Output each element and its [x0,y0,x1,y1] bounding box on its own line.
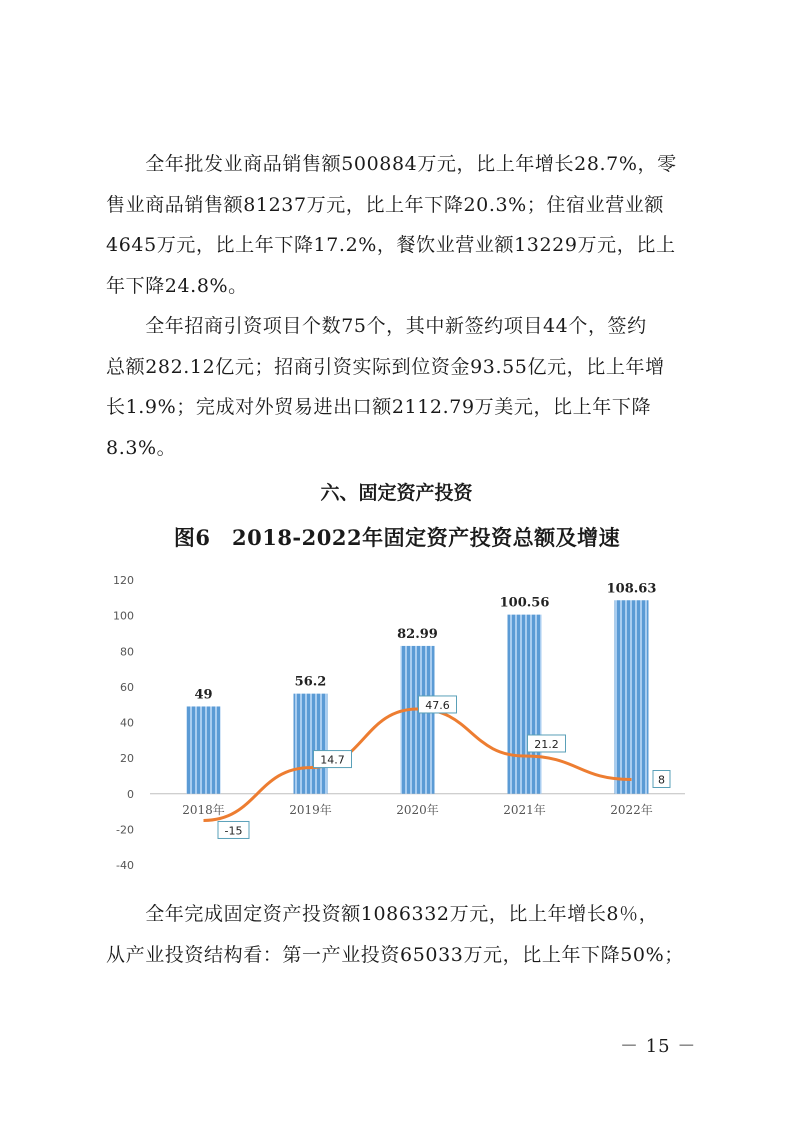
bar [615,600,649,793]
y-tick-label: 120 [113,574,134,587]
bar-value-label: 108.63 [606,581,657,597]
section-title: 六、固定资产投资 [320,482,473,504]
y-tick-label: 80 [120,645,134,659]
text-line: 长1.9%；完成对外贸易进出口额2112.79万美元，比上年下降 [106,396,652,418]
y-tick-label: -40 [116,859,134,872]
x-tick-label: 2021年 [503,802,546,817]
text-line: 8.3%。 [106,436,177,459]
bar-value-label: 100.56 [499,595,550,611]
x-tick-label: 2022年 [610,802,653,817]
bar [187,706,221,793]
line-value-label: 14.7 [320,753,345,767]
text-line: 全年招商引资项目个数75个，其中新签约项目44个，签约 [106,315,647,337]
bar [294,694,328,794]
bar-value-label: 56.2 [294,674,327,690]
text-line: 全年批发业商品销售额500884万元，比上年增长28.7%，零 [106,153,677,175]
x-tick-label: 2019年 [289,802,332,817]
y-tick-label: 60 [120,680,134,694]
paragraph-fixed-asset [106,894,688,975]
x-tick-label: 2020年 [396,802,439,817]
y-tick-label: 40 [120,716,134,730]
text-line: 4645万元，比上年下降17.2%，餐饮业营业额13229万元，比上 [106,234,676,256]
text-line: 全年完成固定资产投资额1086332万元，比上年增长8％， [106,903,659,925]
text-line: 总额282.12亿元；招商引资实际到位资金93.55亿元，比上年增 [106,355,665,378]
text-line: 年下降24.8%。 [106,274,248,297]
line-value-label: 8 [658,773,665,787]
y-tick-label: 0 [127,787,134,801]
page-number: － 15 － [620,1036,697,1057]
bar-value-label: 82.99 [397,626,438,642]
bar-value-label: 49 [194,687,213,703]
line-value-label: 47.6 [425,698,450,712]
bar [508,615,542,794]
paragraph-investment-trade [106,306,688,468]
line-value-label: 21.2 [534,737,559,751]
text-line: 从产业投资结构看：第一产业投资65033万元，比上年下降50%； [106,943,684,966]
bar [401,646,435,794]
y-tick-label: 20 [120,752,134,766]
paragraph-wholesale-retail [106,144,688,306]
line-value-label: -15 [224,824,243,838]
x-tick-label: 2018年 [182,802,225,817]
fixed-asset-investment-chart [100,560,690,880]
chart-title: 图6 2018-2022年固定资产投资总额及增速 [173,525,621,550]
y-tick-label: 100 [113,609,134,623]
text-line: 售业商品销售额81237万元，比上年下降20.3%；住宿业营业额 [106,193,665,216]
y-tick-label: -20 [116,823,134,837]
